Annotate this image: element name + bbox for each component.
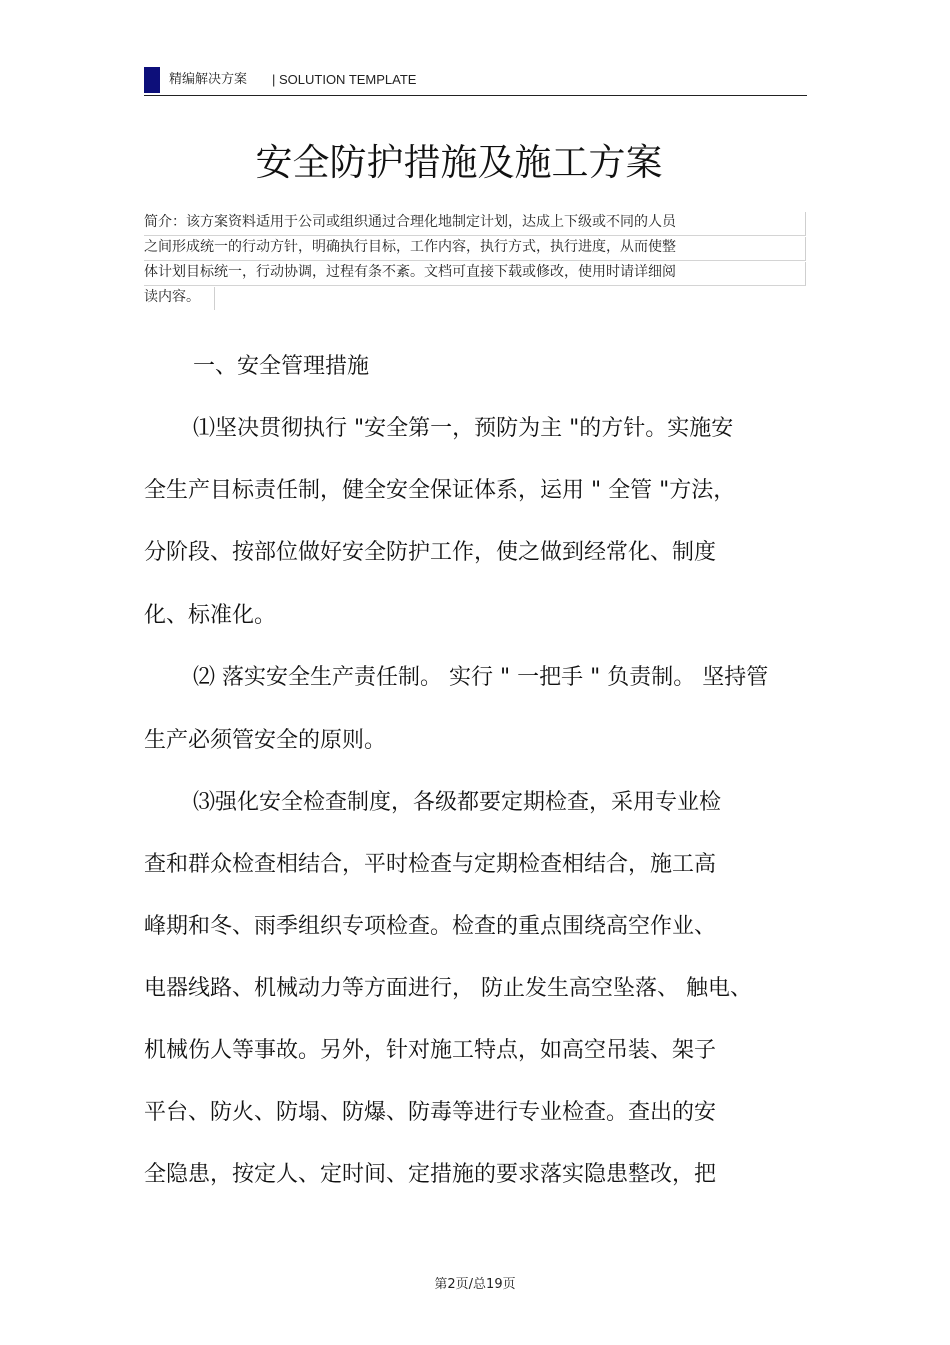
body-line: 电器线路、机械动力等方面进行， 防止发生高空坠落、 触电、 [144, 976, 752, 1001]
header-brand: 精编解决方案 [169, 72, 248, 87]
body-line: 生产必须管安全的原则。 [144, 728, 387, 753]
body-line: 全隐患，按定人、定时间、定措施的要求落实隐患整改，把 [144, 1162, 717, 1187]
body-line: 平台、防火、防塌、防爆、防毒等进行专业检查。查出的安 [144, 1100, 717, 1125]
body-line: ⑶强化安全检查制度，各级都要定期检查，采用专业检 [193, 790, 722, 815]
body-line: 全生产目标责任制，健全安全保证体系，运用 " 全管 "方法， [144, 478, 736, 503]
document-title: 安全防护措施及施工方案 [255, 141, 663, 184]
intro-line: 之间形成统一的行动方针，明确执行目标，工作内容，执行方式，执行进度，从而使整 [144, 237, 806, 261]
header-tag: | SOLUTION TEMPLATE [272, 72, 417, 87]
body-line: 峰期和冬、雨季组织专项检查。检查的重点围绕高空作业、 [144, 914, 717, 939]
intro-line: 简介：该方案资料适用于公司或组织通过合理化地制定计划，达成上下级或不同的人员 [144, 212, 806, 236]
body-line: 查和群众检查相结合，平时检查与定期检查相结合，施工高 [144, 852, 717, 877]
page-number: 第2页/总19页 [434, 1277, 516, 1292]
body-line: 机械伤人等事故。另外，针对施工特点，如高空吊装、架子 [144, 1038, 717, 1063]
body-line: 分阶段、按部位做好安全防护工作，使之做到经常化、制度 [144, 540, 717, 565]
intro-box [144, 212, 806, 311]
body-line: ⑴坚决贯彻执行 "安全第一，预防为主 "的方针。实施安 [193, 416, 734, 441]
intro-line: 体计划目标统一，行动协调，过程有条不紊。文档可直接下载或修改，使用时请详细阅 [144, 262, 806, 286]
section-heading: 一、安全管理措施 [193, 354, 370, 379]
body-line: 化、标准化。 [144, 603, 277, 628]
intro-line: 读内容。 [144, 287, 215, 310]
page-header [144, 64, 807, 96]
body-line: ⑵ 落实安全生产责任制。 实行 " 一把手 " 负责制。 坚持管 [193, 665, 769, 690]
brand-logo-icon [144, 67, 160, 93]
